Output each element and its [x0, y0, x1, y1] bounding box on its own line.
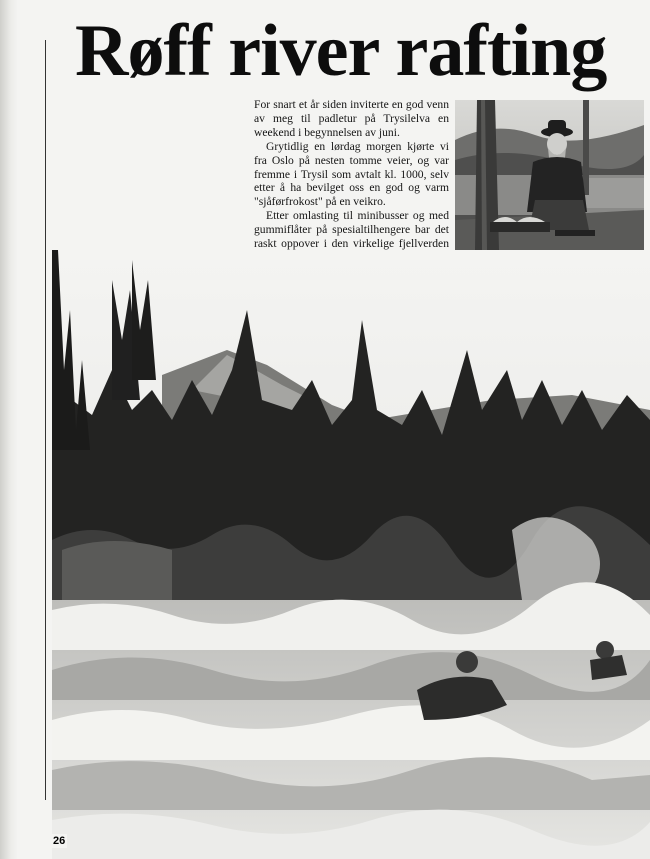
rafting-photo	[52, 250, 650, 859]
article-paragraph-3: Etter omlasting til minibusser og med gummiflåter på spesialtilhengere bar det raskt oppover i den virkelige fjellverden	[254, 209, 449, 251]
page-number: 26	[53, 835, 66, 847]
rafting-photo-graphic	[52, 250, 650, 859]
article-title: Røff river rafting	[75, 10, 607, 92]
margin-rule	[45, 40, 46, 800]
article-paragraph-2: Grytidlig en lørdag morgen kjørte vi fra Oslo på nesten tomme veier, og var fremme i Trysil som avtalt kl. 1000, selv etter å ha bevilget oss en god og varm "sjåførfrokost" på en veikro.	[254, 139, 449, 209]
article-paragraph-1: For snart et år siden inviterte en god venn av meg til padletur på Trysilelva en weekend i begynnelsen av juni.	[254, 98, 449, 139]
page-spine	[0, 0, 18, 859]
